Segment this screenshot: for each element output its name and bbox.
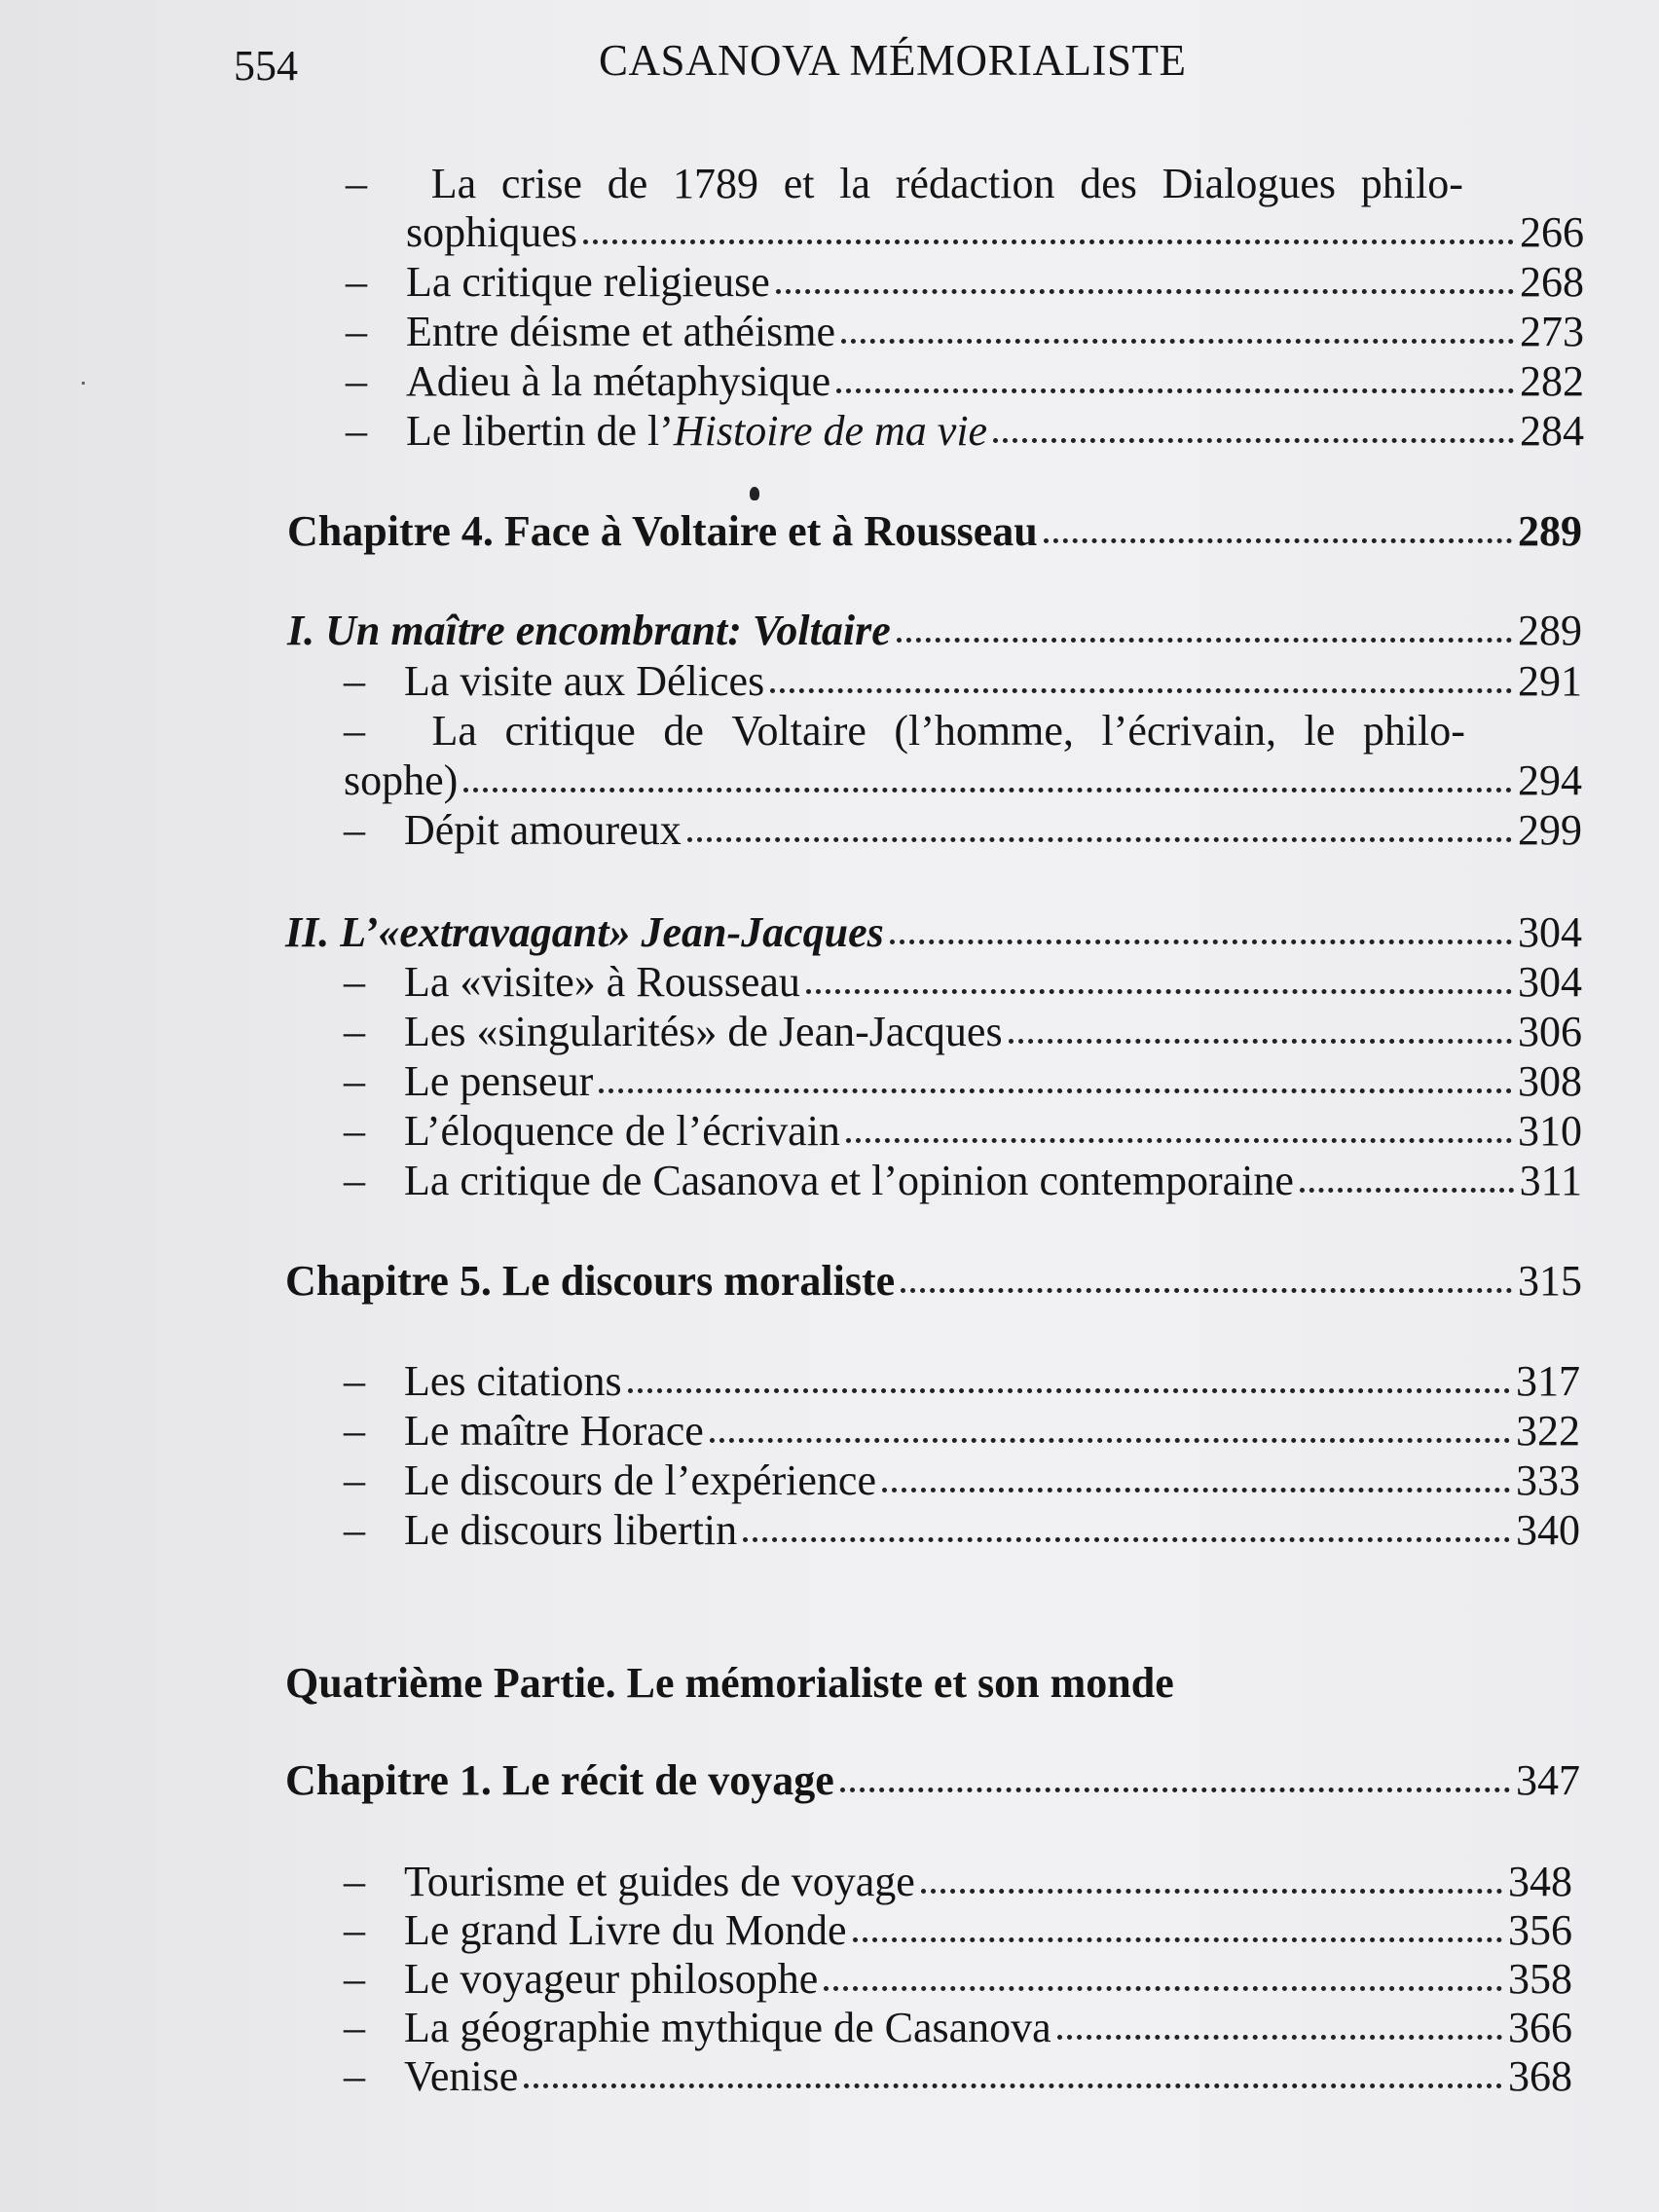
toc-entry-tourisme: – Tourisme et guides de voyage 348 [344,1858,1572,1905]
toc-entry-experience: – Le discours de l’expérience 333 [344,1456,1580,1504]
toc-entry-grand-livre: – Le grand Livre du Monde 356 [344,1906,1572,1954]
toc-section-voltaire: I. Un maître encombrant: Voltaire 289 [287,607,1582,654]
toc-entry-visite-delices: – La visite aux Délices 291 [344,657,1582,705]
ink-speck [750,487,759,500]
toc-section-rousseau: II. L’«extravagant» Jean-Jacques 304 [285,908,1582,956]
toc-entry-penseur: – Le penseur 308 [344,1057,1582,1105]
toc-entry-venise: – Venise 368 [344,2052,1572,2100]
toc-chapter-1: Chapitre 1. Le récit de voyage 347 [285,1756,1580,1804]
toc-part-4: Quatrième Partie. Le mémorialiste et son monde [285,1659,1174,1707]
toc-entry-horace: – Le maître Horace 322 [344,1407,1580,1455]
toc-entry-deisme: – Entre déisme et athéisme 273 [346,308,1584,355]
running-title: CASANOVA MÉMORIALISTE [599,36,1187,85]
toc-entry-libertin: – Le libertin de l’Histoire de ma vie 284 [346,407,1584,455]
dash: – [346,160,367,207]
toc-entry-singularites: – Les «singularités» de Jean-Jacques 306 [344,1008,1582,1055]
toc-entry-depit: – Dépit amoureux 299 [344,806,1582,854]
page-ref: 266 [1520,208,1584,256]
toc-entry-geographie: – La géographie mythique de Casanova 366 [344,2004,1572,2051]
ink-speck [82,382,85,385]
toc-entry-critique-voltaire-line1: – La critique de Voltaire (l’homme, l’écrivain, le philo- [344,707,1465,755]
page-number: 554 [234,42,298,90]
toc-entry-eloquence: – L’éloquence de l’écrivain 310 [344,1107,1582,1155]
toc-entry-discours-libertin: – Le discours libertin 340 [344,1506,1580,1554]
dot-leader [583,240,1514,244]
toc-entry-voyageur: – Le voyageur philosophe 358 [344,1955,1572,2003]
toc-entry-critique-voltaire-line2: sophe) 294 [344,756,1582,804]
toc-entry-crise-line2: sophiques 266 [406,208,1584,256]
toc-entry-citations: – Les citations 317 [344,1357,1580,1405]
toc-entry-critique-casanova: – La critique de Casanova et l’opinion contemporaine 311 [344,1157,1582,1204]
toc-chapter-4: Chapitre 4. Face à Voltaire et à Rousseau 289 [287,507,1582,555]
toc-entry-visite-rousseau: – La «visite» à Rousseau 304 [344,958,1582,1006]
toc-entry-adieu: – Adieu à la métaphysique 282 [346,357,1584,405]
toc-entry-critique-religieuse: – La critique religieuse 268 [346,258,1584,306]
toc-chapter-5: Chapitre 5. Le discours moraliste 315 [285,1257,1582,1305]
toc-entry-crise-line1: – La crise de 1789 et la rédaction des Dialogues philo- [346,160,1463,207]
